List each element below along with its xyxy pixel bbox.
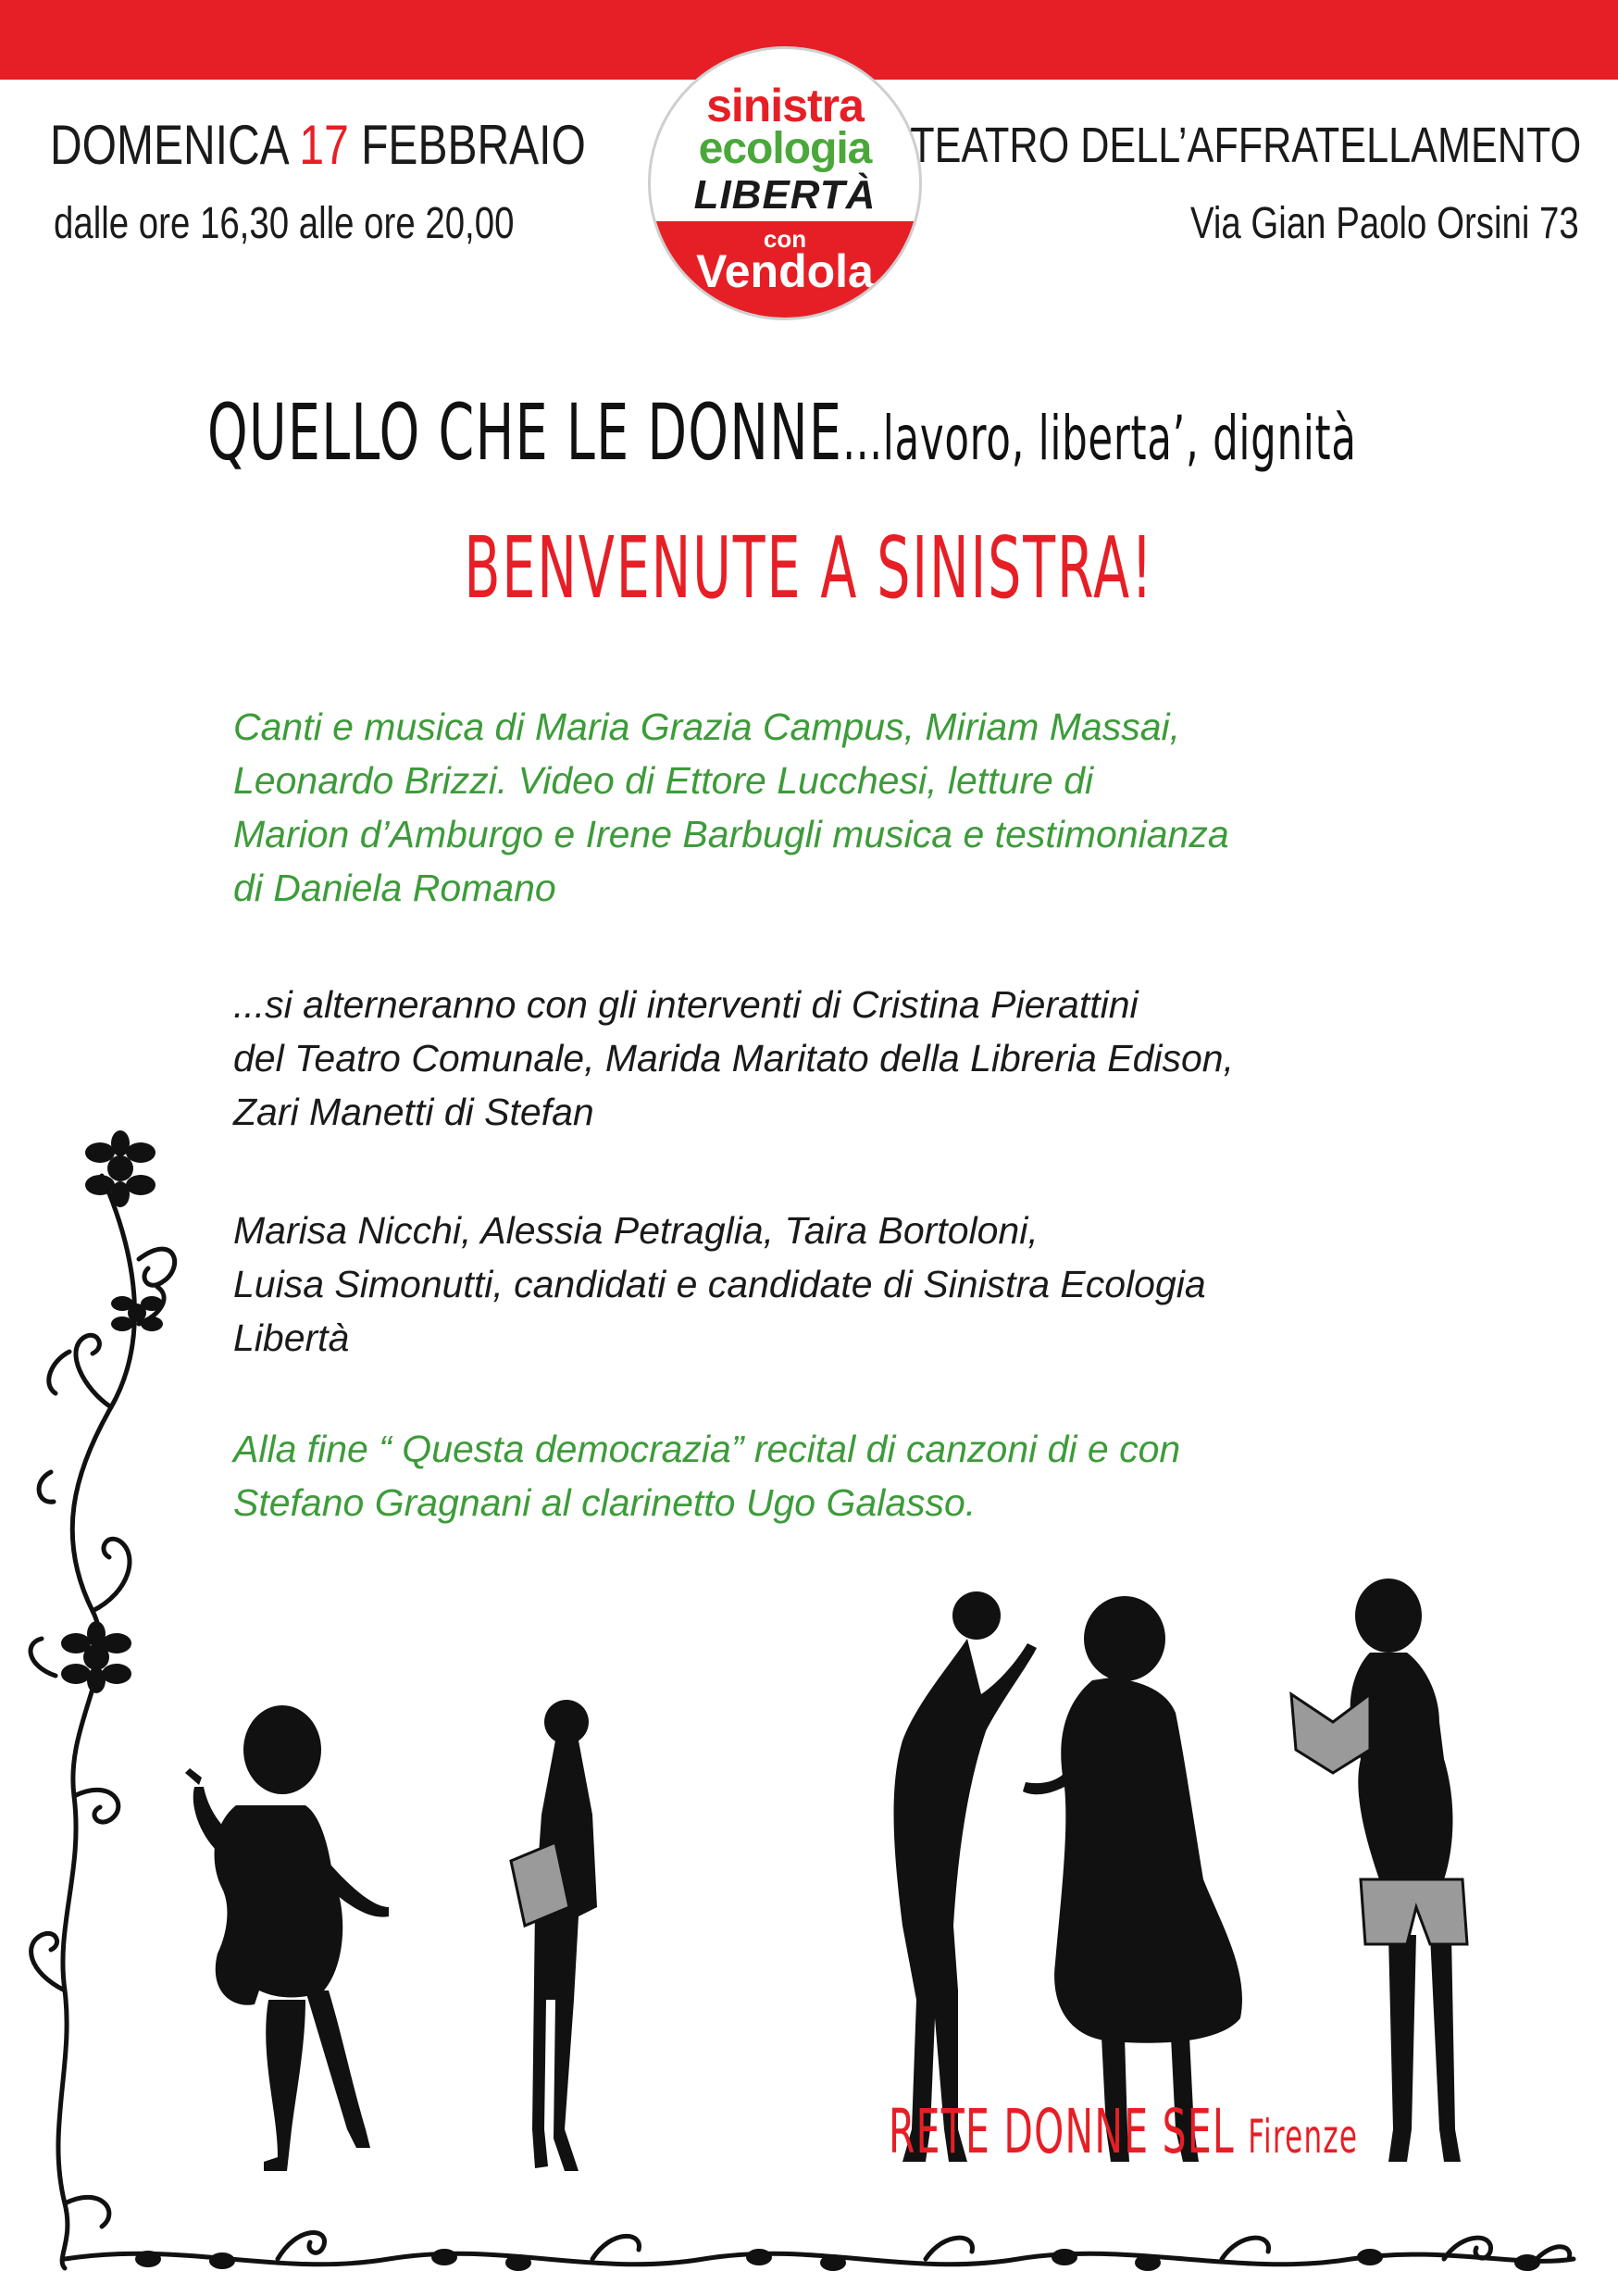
flower-icon: [61, 1621, 131, 1693]
woman-silhouette-with-folder: [532, 1700, 597, 2171]
floral-vine-illustration: [31, 1176, 175, 2268]
woman-silhouette-leaning: [894, 1591, 1037, 2162]
title-main: QUELLO CHE LE DONNE: [207, 387, 843, 478]
date-weekday: DOMENICA: [50, 114, 300, 176]
paragraph-performers: Canti e musica di Maria Grazia Campus, Miriam Massai, Leonardo Brizzi. Video di Ettore Lucchesi, letture di Marion d’Amburgo e Irene Barbugli musica e testimonianza di Daniela Romano: [233, 705, 1229, 909]
paragraph-recital: Alla fine “ Questa democrazia” recital di canzoni di e con Stefano Gragnani al clarinetto Ugo Galasso.: [233, 1428, 1181, 1524]
headline-text: BENVENUTE A SINISTRA!: [464, 518, 1154, 618]
paragraph-speakers: ...si alterneranno con gli interventi di Cristina Pierattini del Teatro Comunale, Marida Maritato della Libreria Edison, Zari Manetti di Stefan: [233, 983, 1234, 1133]
logo-word-con: con: [763, 225, 807, 253]
date-day: 17: [299, 114, 349, 176]
title-sub: ...lavoro, liberta’, dignità: [842, 403, 1357, 474]
logo-word-sinistra: sinistra: [706, 80, 864, 131]
flower-icon: [85, 1130, 156, 1207]
venue-name: TEATRO DELL’AFFRATELLAMENTO: [910, 118, 1581, 173]
logo-word-liberta: LIBERTÀ: [693, 172, 877, 218]
woman-silhouette-gesturing: [185, 1705, 389, 2171]
organizer-name: RETE DONNE SEL: [889, 2096, 1235, 2167]
logo-word-vendola: Vendola: [696, 245, 874, 297]
shorts-grey: [1361, 1879, 1467, 1944]
date-month: FEBBRAIO: [348, 114, 586, 176]
organizer-signature: [889, 2096, 1358, 2167]
woman-silhouette-reading: [1350, 1578, 1461, 2162]
logo-word-ecologia: ecologia: [698, 124, 872, 173]
book-icon: [1291, 1694, 1370, 1773]
organizer-city: Firenze: [1248, 2110, 1359, 2164]
event-time: dalle ore 16,30 alle ore 20,00: [54, 199, 515, 248]
woman-silhouette-large: [1023, 1596, 1242, 2162]
bottom-vine-border: [65, 2232, 1574, 2264]
paragraph-candidates: Marisa Nicchi, Alessia Petraglia, Taira Bortoloni, Luisa Simonutti, candidati e candidate di Sinistra Ecologia Libertà: [233, 1209, 1206, 1359]
venue-address: Via Gian Paolo Orsini 73: [1190, 199, 1579, 248]
